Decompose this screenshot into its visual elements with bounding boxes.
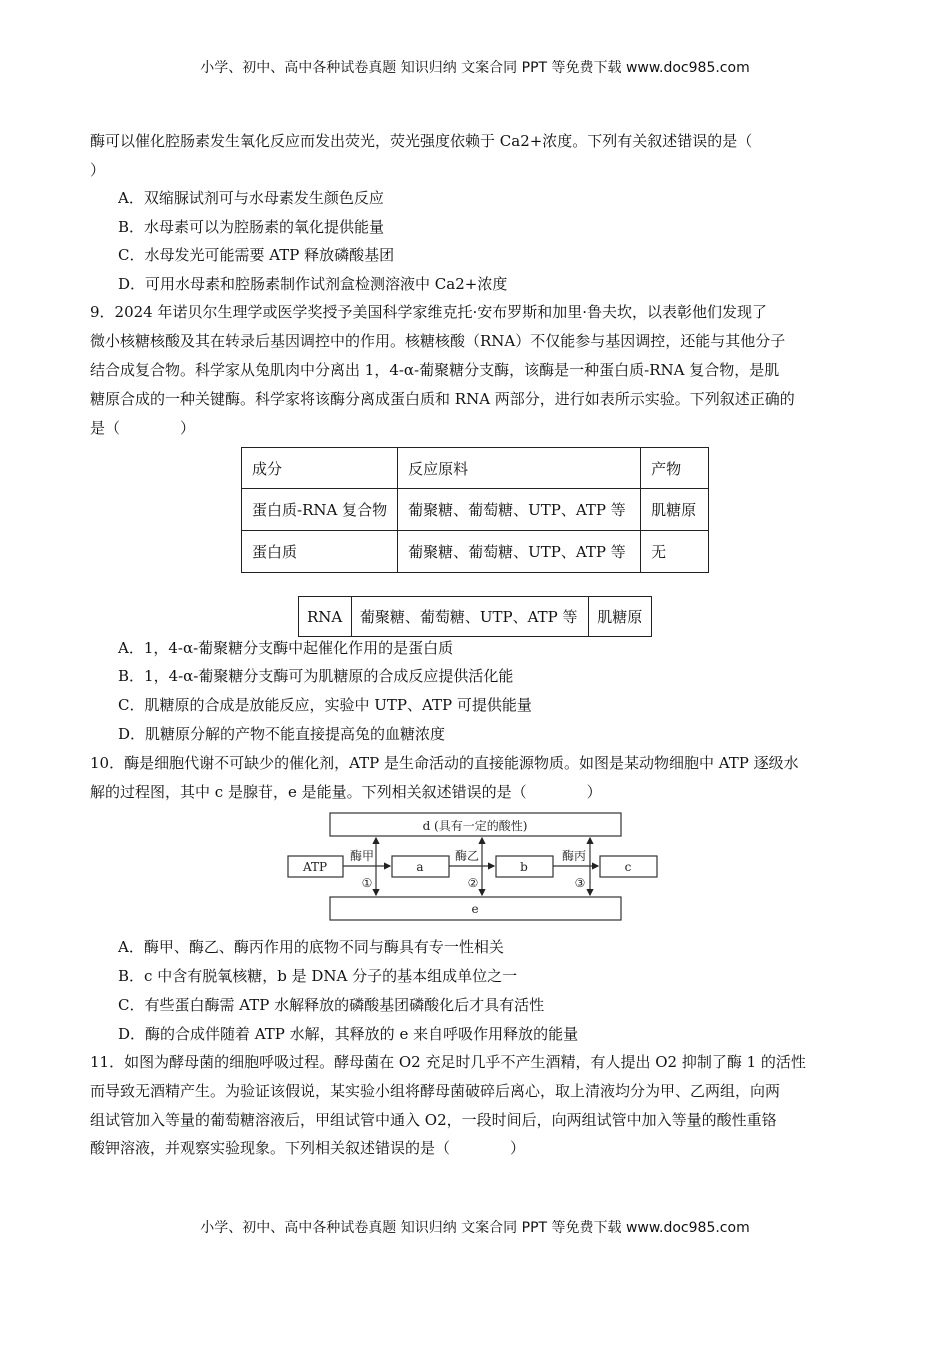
q9-option-a: A．1，4-α-葡聚糖分支酶中起催化作用的是蛋白质 <box>118 639 454 657</box>
label-c: c <box>624 860 632 874</box>
q11-stem-line: 而导致无酒精产生。为验证该假说，某实验小组将酵母菌破碎后离心，取上清液均分为甲、乙两组，向两 <box>90 1082 781 1100</box>
table-cell: RNA <box>299 597 352 637</box>
q10-option-b: B．c 中含有脱氧核糖，b 是 DNA 分子的基本组成单位之一 <box>118 967 518 985</box>
q9-option-b: B．1，4-α-葡聚糖分支酶可为肌糖原的合成反应提供活化能 <box>118 667 514 685</box>
label-step-1: ① <box>361 876 373 890</box>
q8-option-a: A．双缩脲试剂可与水母素发生颜色反应 <box>118 189 384 207</box>
atp-hydrolysis-diagram <box>280 805 680 930</box>
q11-stem-line: 组试管加入等量的葡萄糖溶液后，甲组试管中通入 O2，一段时间后，向两组试管中加入等量的酸性重铬 <box>90 1111 777 1129</box>
label-enzyme-1: 酶甲 <box>349 849 375 863</box>
table-cell: 蛋白质-RNA 复合物 <box>242 489 398 531</box>
page-header: 小学、初中、高中各种试卷真题 知识归纳 文案合同 PPT 等免费下载 www.doc985.com <box>200 60 750 76</box>
table-cell: 肌糖原 <box>641 489 709 531</box>
q11-stem-line: 酸钾溶液，并观察实验现象。下列相关叙述错误的是（ ） <box>90 1139 526 1157</box>
q8-stem-line: ） <box>90 161 106 179</box>
label-step-3: ③ <box>574 876 586 890</box>
q8-stem-line: 酶可以催化腔肠素发生氧化反应而发出荧光，荧光强度依赖于 Ca2+浓度。下列有关叙述错误的是（ <box>90 132 753 150</box>
q10-stem-line: 解的过程图，其中 c 是腺苷，e 是能量。下列相关叙述错误的是（ ） <box>90 783 602 801</box>
q9-stem-line: 结合成复合物。科学家从兔肌肉中分离出 1，4-α-葡聚糖分支酶，该酶是一种蛋白质-RNA 复合物，是肌 <box>90 361 780 379</box>
label-enzyme-3: 酶丙 <box>561 849 587 863</box>
label-b: b <box>520 860 528 874</box>
q9-option-d: D．肌糖原分解的产物不能直接提高兔的血糖浓度 <box>118 725 446 743</box>
q9-option-c: C．肌糖原的合成是放能反应，实验中 UTP、ATP 可提供能量 <box>118 696 532 714</box>
label-a: a <box>416 860 424 874</box>
q10-stem-line: 10．酶是细胞代谢不可缺少的催化剂，ATP 是生命活动的直接能源物质。如图是某动物细胞中 ATP 逐级水 <box>90 754 799 772</box>
q9-table-extra <box>298 596 652 637</box>
table-cell: 葡聚糖、葡萄糖、UTP、ATP 等 <box>398 531 641 573</box>
q9-stem-line: 糖原合成的一种关键酶。科学家将该酶分离成蛋白质和 RNA 两部分，进行如表所示实验。下列叙述正确的 <box>90 390 795 408</box>
table-header: 反应原料 <box>398 448 641 489</box>
q10-option-c: C．有些蛋白酶需 ATP 水解释放的磷酸基团磷酸化后才具有活性 <box>118 996 545 1014</box>
label-step-2: ② <box>467 876 479 890</box>
q10-option-d: D．酶的合成伴随着 ATP 水解，其释放的 e 来自呼吸作用释放的能量 <box>118 1025 579 1043</box>
table-cell: 葡聚糖、葡萄糖、UTP、ATP 等 <box>398 489 641 531</box>
label-enzyme-2: 酶乙 <box>454 849 480 863</box>
q10-option-a: A．酶甲、酶乙、酶丙作用的底物不同与酶具有专一性相关 <box>118 938 504 956</box>
q8-option-d: D．可用水母素和腔肠素制作试剂盒检测溶液中 Ca2+浓度 <box>118 275 508 293</box>
table-cell: 肌糖原 <box>589 597 652 637</box>
table-cell: 无 <box>641 531 709 573</box>
label-e: e <box>471 902 479 916</box>
page-footer: 小学、初中、高中各种试卷真题 知识归纳 文案合同 PPT 等免费下载 www.doc985.com <box>200 1220 750 1236</box>
q9-stem-line: 是（ ） <box>90 419 196 437</box>
q8-option-c: C．水母发光可能需要 ATP 释放磷酸基团 <box>118 246 395 264</box>
q8-option-b: B．水母素可以为腔肠素的氧化提供能量 <box>118 218 385 236</box>
table-header: 产物 <box>641 448 709 489</box>
table-header: 成分 <box>242 448 398 489</box>
q9-stem-line: 9．2024 年诺贝尔生理学或医学奖授予美国科学家维克托·安布罗斯和加里·鲁夫坎，以表彰他们发现了 <box>90 303 768 321</box>
label-d: d (具有一定的酸性) <box>422 819 528 833</box>
q9-table <box>241 447 709 573</box>
q11-stem-line: 11．如图为酵母菌的细胞呼吸过程。酵母菌在 O2 充足时几乎不产生酒精，有人提出 O2 抑制了酶 1 的活性 <box>90 1053 806 1071</box>
table-cell: 蛋白质 <box>242 531 398 573</box>
label-atp: ATP <box>302 860 328 874</box>
table-cell: 葡聚糖、葡萄糖、UTP、ATP 等 <box>351 597 588 637</box>
q9-stem-line: 微小核糖核酸及其在转录后基因调控中的作用。核糖核酸（RNA）不仅能参与基因调控，还能与其他分子 <box>90 332 786 350</box>
